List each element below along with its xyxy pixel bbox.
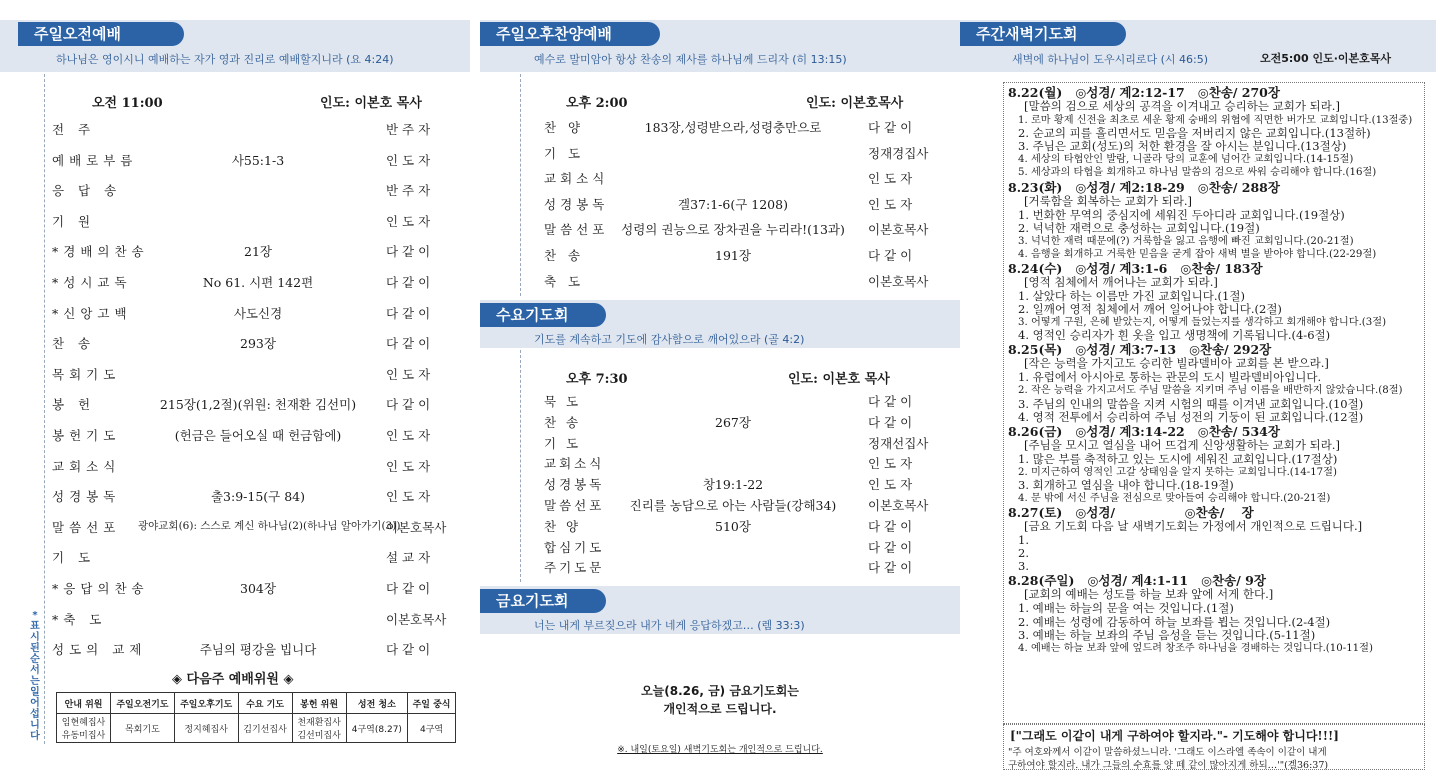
duty-cell: 4구역: [408, 714, 456, 743]
wednesday-verse: 기도를 계속하고 기도에 감사함으로 깨어있으라 (골 4:2): [534, 333, 805, 346]
order-item-person: 다 같 이: [868, 518, 913, 534]
duty-header-row: [57, 693, 456, 714]
duty-body-row: [57, 714, 456, 743]
order-row: [0, 640, 470, 658]
order-item-person: 인 도 자: [386, 213, 431, 229]
duty-header-cell: 안내 위원: [57, 693, 111, 714]
order-row: [0, 304, 470, 322]
dawn-day-heading: 8.23(화) ◎성경/ 계2:18-29 ◎찬송/ 288장: [1008, 179, 1280, 195]
order-row: [0, 273, 470, 291]
dawn-day-point: 4. 음행을 회개하고 거룩한 믿음을 굳게 잡아 새벽 별을 받아야 합니다.(22-29절): [1018, 248, 1377, 260]
order-item-name: 기 원: [52, 213, 96, 229]
order-row: [480, 434, 960, 452]
order-row: [480, 496, 960, 514]
wednesday-tab: 수요기도회: [480, 303, 606, 327]
order-row: [0, 487, 470, 505]
friday-tab: 금요기도회: [480, 589, 606, 613]
order-item-name: 성도의 교제: [52, 642, 147, 658]
order-item-content: 사55:1-3: [231, 152, 285, 168]
order-row: [480, 538, 960, 556]
order-item-name: 기 도: [52, 550, 96, 566]
order-item-name: 교회소식: [544, 171, 609, 187]
duty-table: [56, 692, 456, 743]
duty-cell: 임현혜집사 유동미집사: [57, 714, 111, 743]
dawn-day-theme: [금요 기도회 다음 날 새벽기도회는 가정에서 개인적으로 드립니다.]: [1024, 519, 1363, 534]
order-item-person: 인 도 자: [868, 477, 913, 493]
order-item-person: 이본호목사: [386, 611, 447, 627]
order-item-person: 인 도 자: [386, 366, 431, 382]
order-item-content: 진리를 농담으로 아는 사람들(강해34): [629, 498, 837, 513]
order-row: [480, 144, 960, 162]
order-item-person: 인 도 자: [868, 456, 913, 472]
dawn-day-theme: [영적 침체에서 깨어나는 교회가 되라.]: [1024, 274, 1218, 289]
afternoon-order-list: [480, 118, 960, 298]
dawn-day-point: 1.: [1018, 533, 1029, 548]
order-row: [0, 242, 470, 260]
order-item-name: 찬 양: [544, 518, 582, 534]
order-row: [480, 246, 960, 264]
morning-leader: 인도: 이본호 목사: [320, 96, 422, 111]
next-duty-title: ◈ 다음주 예배위원 ◈: [172, 672, 294, 687]
afternoon-service-tab: 주일오후찬양예배: [480, 22, 660, 46]
dawn-day-point: 3. 주님은 교회(성도)의 처한 환경을 잘 아시는 분입니다.(13절상): [1018, 139, 1347, 154]
dawn-day-heading: 8.28(주일) ◎성경/ 계4:1-11 ◎찬송/ 9장: [1008, 573, 1266, 589]
order-item-name: 목회기도: [52, 366, 121, 382]
afternoon-time: 오후 2:00: [566, 96, 628, 111]
dawn-day-heading: 8.25(목) ◎성경/ 계3:7-13 ◎찬송/ 292장: [1008, 342, 1272, 358]
order-row: [480, 517, 960, 535]
order-item-person: 다 같 이: [868, 394, 913, 409]
order-item-content: 21장: [244, 244, 272, 260]
dawn-day-theme: [작은 능력을 가지고도 승리한 빌라델비아 교회를 본 받으라.]: [1024, 356, 1329, 371]
order-item-person: 다 같 이: [868, 248, 913, 263]
order-item-content: 사도신경: [233, 305, 283, 321]
order-item-content: No 61. 시편 142편: [202, 275, 314, 290]
wednesday-order-list: [480, 392, 960, 582]
order-item-person: 다 같 이: [868, 414, 913, 430]
dawn-day-point: 1. 유럽에서 아시아로 통하는 관문의 도시 빌라델비아입니다.: [1018, 370, 1322, 385]
duty-cell: 천재환집사 김선미집사: [292, 714, 346, 743]
dawn-day-theme: [교회의 예배는 성도를 하늘 보좌 앞에 서게 한다.]: [1024, 587, 1274, 602]
order-item-name: 전 주: [52, 122, 96, 137]
order-item-name: 주기도문: [544, 560, 605, 576]
dawn-day-point: 3. 주님의 인내의 말씀을 지켜 시험의 때를 이겨낸 교회입니다.(10절): [1018, 396, 1364, 411]
order-row: [0, 365, 470, 383]
order-item-content: 주님의 평강을 빕니다: [199, 642, 317, 658]
order-item-name: 말씀선포: [544, 222, 609, 238]
order-item-person: 다 같 이: [386, 275, 431, 290]
order-row: [480, 272, 960, 290]
order-item-content: 183장,성령받으라,성령충만으로: [644, 120, 822, 135]
order-item-name: 축 도: [544, 273, 585, 289]
order-item-content: 광야교회(6): 스스로 계신 하나님(2)(하나님 알아가기(3)): [138, 519, 401, 532]
order-item-name: 묵 도: [544, 394, 582, 409]
order-item-name: *축 도: [52, 611, 107, 627]
dawn-day-heading: 8.26(금) ◎성경/ 계3:14-22 ◎찬송/ 534장: [1008, 423, 1280, 439]
order-item-person: 이본호목사: [868, 498, 929, 513]
order-item-person: 다 같 이: [386, 305, 431, 321]
order-item-name: 성경봉독: [544, 477, 605, 493]
order-item-content: 성령의 권능으로 장차권을 누리라!(13과): [621, 222, 845, 238]
dawn-day-point: 2. 작은 능력을 가지고서도 주님 말씀을 지키며 주님 이름을 배반하지 않았습니다.(8절): [1018, 385, 1403, 397]
dawn-day-point: 3. 어떻게 구원, 은혜 받았는지, 어떻게 들었는지를 생각하고 회개해야 합니다.(3절): [1018, 317, 1387, 329]
dawn-verse: 새벽에 하나님이 도우시리로다 (시 46:5): [1012, 53, 1209, 66]
dawn-day-point: 1. 많은 부를 축적하고 있는 도시에 세워진 교회입니다.(17절상): [1018, 451, 1338, 466]
order-row: [0, 181, 470, 199]
duty-cell: 정지혜집사: [174, 714, 238, 743]
quote-title: ["그래도 이같이 내게 구하여야 할지라."- 기도해야 합니다!!!]: [1010, 729, 1339, 743]
dawn-day-point: 2.: [1018, 546, 1029, 561]
dawn-day-point: 1. 살았다 하는 이름만 가진 교회입니다.(1절): [1018, 288, 1245, 303]
order-row: [0, 334, 470, 352]
order-row: [480, 118, 960, 136]
order-item-person: 이본호목사: [868, 222, 929, 238]
afternoon-leader: 인도: 이본호목사: [806, 96, 904, 111]
duty-header-cell: 주일 중식: [408, 693, 456, 714]
duty-cell: 4구역(8.27): [346, 714, 408, 743]
order-item-person: 다 같 이: [868, 120, 913, 135]
order-item-name: 봉 헌: [52, 397, 96, 413]
order-item-name: 성경봉독: [544, 196, 609, 212]
order-item-name: 교회소식: [52, 458, 121, 474]
dawn-day-point: 2. 순교의 피를 흘리면서도 믿음을 저버리지 않은 교회입니다.(13절하): [1018, 126, 1371, 141]
order-item-content: 293장: [240, 336, 276, 352]
order-item-name: 말씀선포: [544, 498, 605, 513]
order-item-name: 합심기도: [544, 539, 605, 555]
dawn-day-point: 5. 세상과의 타협을 회개하고 하나님 말씀의 검으로 싸워 승리해야 합니다.(16절): [1018, 167, 1377, 179]
order-item-person: 정재경집사: [868, 145, 929, 161]
order-item-name: 예배로부름: [52, 152, 138, 168]
order-row: [0, 426, 470, 444]
friday-notice-2: 개인적으로 드립니다.: [663, 702, 777, 716]
order-row: [480, 454, 960, 472]
dawn-day-point: 1. 예배는 하늘의 문을 여는 것입니다.(1절): [1018, 601, 1234, 616]
duty-header-cell: 수요 기도: [238, 693, 292, 714]
order-item-person: 인 도 자: [386, 458, 431, 474]
order-item-person: 다 같 이: [386, 244, 431, 260]
dawn-day-point: 4. 예배는 하늘 보좌 앞에 엎드려 창조주 하나님을 경배하는 것입니다.(10-11절): [1018, 642, 1373, 654]
dawn-day-point: 1. 로마 황제 신전을 최초로 세운 황제 숭배의 위협에 직면한 버가모 교회입니다.(13절중): [1018, 115, 1413, 126]
dawn-day-point: 3. 예배는 하늘 보좌의 주님 음성을 듣는 것입니다.(5-11절): [1018, 627, 1316, 642]
order-item-content: 191장: [715, 248, 751, 263]
duty-cell: 목회기도: [111, 714, 175, 743]
order-item-person: 다 같 이: [868, 539, 913, 555]
wednesday-leader: 인도: 이본호 목사: [788, 372, 890, 387]
order-row: [0, 151, 470, 169]
dawn-day-point: 3.: [1018, 559, 1029, 574]
duty-header-cell: 주일오전기도: [111, 693, 175, 714]
order-item-person: 이본호목사: [386, 519, 447, 535]
order-item-name: 찬 송: [544, 248, 585, 263]
saturday-footnote: ※. 내일(토요일) 새벽기도회는 개인적으로 드립니다.: [617, 745, 823, 755]
order-row: [0, 120, 470, 138]
order-item-content: 304장: [240, 581, 276, 596]
order-item-content: 215장(1,2절)(위원: 천재환 김선미): [159, 397, 357, 413]
order-item-name: *응답의찬송: [52, 581, 149, 596]
dawn-day-heading: 8.24(수) ◎성경/ 계3:1-6 ◎찬송/ 183장: [1008, 260, 1263, 276]
morning-time: 오전 11:00: [92, 96, 163, 111]
order-item-person: 인 도 자: [386, 428, 431, 443]
order-row: [480, 195, 960, 213]
order-item-person: 인 도 자: [386, 489, 431, 505]
order-item-content: 창19:1-22: [702, 477, 764, 493]
order-item-person: 반 주 자: [386, 183, 431, 199]
friday-notice-1: 오늘(8.26, 금) 금요기도회는: [641, 684, 799, 698]
order-item-person: 이본호목사: [868, 273, 929, 289]
order-item-person: 반 주 자: [386, 122, 431, 137]
duty-cell: 김기선집사: [238, 714, 292, 743]
order-item-person: 다 같 이: [386, 336, 431, 352]
order-item-name: 성경봉독: [52, 489, 121, 505]
afternoon-column: [480, 0, 960, 775]
quote-line-1: "주 여호와께서 이같이 말씀하셨느니라. '그래도 이스라엘 족속이 이같이 내게: [1008, 747, 1327, 758]
order-item-person: 다 같 이: [386, 397, 431, 413]
standing-note: *표시된 순서는 일어섭니다: [30, 610, 40, 742]
order-item-name: 응 답 송: [52, 183, 122, 199]
order-item-person: 인 도 자: [386, 152, 431, 168]
order-item-name: 말씀선포: [52, 519, 121, 535]
order-item-name: 찬 송: [52, 336, 96, 352]
order-item-name: *신앙고백: [52, 305, 132, 321]
order-row: [0, 548, 470, 566]
dawn-prayer-tab: 주간새벽기도회: [960, 22, 1126, 46]
friday-verse: 너는 내게 부르짖으라 내가 네게 응답하겠고… (렘 33:3): [534, 619, 805, 632]
order-item-person: 다 같 이: [386, 642, 431, 658]
dawn-day-point: 1. 번화한 무역의 중심지에 세워진 두아디라 교회입니다.(19절상): [1018, 207, 1345, 222]
order-item-content: 출3:9-15(구 84): [210, 489, 306, 505]
duty-header-cell: 성전 청소: [346, 693, 408, 714]
order-row: [0, 457, 470, 475]
order-row: [480, 475, 960, 493]
order-item-content: (헌금은 들어오실 때 헌금함에): [174, 428, 342, 443]
order-row: [480, 169, 960, 187]
duty-header-cell: 봉헌 위원: [292, 693, 346, 714]
afternoon-verse: 예수로 말미암아 항상 찬송의 제사를 하나님께 드리자 (히 13:15): [534, 53, 847, 66]
dawn-day-heading: 8.27(토) ◎성경/ ◎찬송/ 장: [1008, 505, 1254, 521]
morning-verse: 하나님은 영이시니 예배하는 자가 영과 진리로 예배할지니라 (요 4:24): [56, 53, 394, 66]
duty-header-cell: 주일오후기도: [174, 693, 238, 714]
morning-service-column: [0, 0, 470, 775]
order-item-content: 510장: [715, 518, 751, 534]
order-item-name: 봉헌기도: [52, 428, 121, 443]
order-item-content: 267장: [715, 414, 751, 430]
order-item-name: *경배의찬송: [52, 244, 149, 260]
order-item-person: 설 교 자: [386, 550, 431, 566]
order-item-person: 다 같 이: [868, 560, 913, 576]
dawn-day-point: 2. 넉넉한 재력으로 충성하는 교회입니다.(19절): [1018, 220, 1260, 235]
dawn-day-point: 3. 넉넉한 재력 때문에(?) 거룩함을 잃고 음행에 빠진 교회입니다.(20-21절): [1018, 235, 1354, 247]
morning-service-tab: 주일오전예배: [18, 22, 184, 46]
dawn-day-heading: 8.22(월) ◎성경/ 계2:12-17 ◎찬송/ 270장: [1008, 85, 1280, 100]
dawn-day-point: 4. 영적인 승리자가 흰 옷을 입고 생명책에 기록됩니다.(4-6절): [1018, 328, 1331, 343]
order-item-person: 인 도 자: [868, 171, 913, 187]
dawn-day-point: 4. 세상의 타협안인 발람, 니골라 당의 교훈에 넘어간 교회입니다.(14-15절): [1018, 154, 1354, 166]
order-row: [480, 220, 960, 238]
dawn-day-point: 4. 문 밖에 서신 주님을 전심으로 맞아들여 승리해야 합니다.(20-21절): [1018, 493, 1331, 504]
order-row: [480, 558, 960, 576]
quote-line-2: 구하여야 할지라. 내가 그들의 수효를 양 떼 같이 많아지게 하되…'"(겔36:37): [1008, 760, 1329, 771]
order-item-person: 정재선집사: [868, 435, 929, 451]
dawn-day-point: 4. 영적 전투에서 승리하여 주님 성전의 기둥이 된 교회입니다.(12절): [1018, 409, 1364, 424]
order-item-name: 찬 송: [544, 414, 582, 430]
wednesday-time: 오후 7:30: [566, 372, 628, 387]
order-row: [0, 212, 470, 230]
order-item-name: 교회소식: [544, 456, 605, 472]
order-item-content: 겔37:1-6(구 1208): [678, 196, 788, 212]
dawn-day-point: 2. 일깨어 영적 침체에서 깨어 일어나야 합니다.(2절): [1018, 302, 1282, 316]
dawn-day-point: 2. 예배는 성령에 감동하여 하늘 보좌를 뵙는 것입니다.(2-4절): [1018, 614, 1331, 629]
order-item-name: 기 도: [544, 145, 585, 161]
order-item-person: 다 같 이: [386, 581, 431, 596]
order-row: [480, 392, 960, 410]
order-row: [0, 610, 470, 628]
dawn-day-point: 3. 회개하고 열심을 내야 합니다.(18-19절): [1018, 477, 1234, 492]
order-item-person: 인 도 자: [868, 196, 913, 212]
order-row: [0, 518, 470, 536]
dawn-day-point: 2. 미지근하여 영적인 고갈 상태임을 알지 못하는 교회입니다.(14-17절): [1018, 466, 1337, 478]
order-row: [480, 413, 960, 431]
dawn-time-leader: 오전5:00 인도·이본호목사: [1260, 52, 1392, 65]
dawn-day-theme: [말씀의 검으로 세상의 공격을 이겨내고 승리하는 교회가 되라.]: [1024, 99, 1340, 113]
order-row: [0, 579, 470, 597]
morning-order-list: [0, 120, 470, 660]
order-item-name: 기 도: [544, 435, 582, 451]
order-item-name: 찬 양: [544, 120, 585, 135]
order-row: [0, 395, 470, 413]
dawn-day-theme: [거룩함을 회복하는 교회가 되라.]: [1024, 193, 1193, 208]
dawn-day-theme: [주님을 모시고 열심을 내어 뜨겁게 신앙생활하는 교회가 되라.]: [1024, 437, 1340, 452]
order-item-name: *성시교독: [52, 275, 132, 290]
